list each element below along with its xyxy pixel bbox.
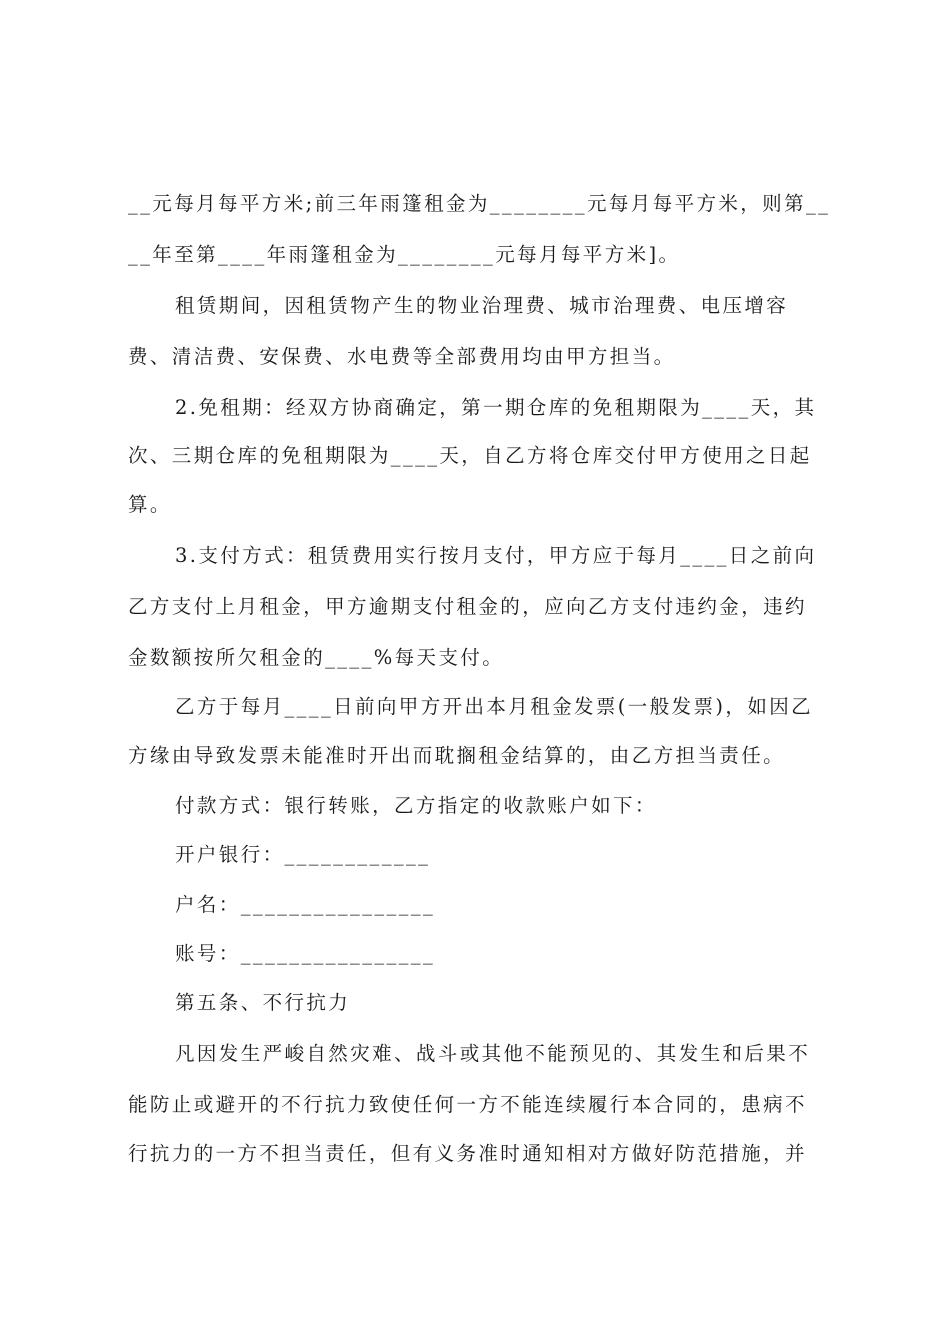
text-line: 次、三期仓库的免租期限为____天，自乙方将仓库交付甲方使用之日起 <box>128 444 812 467</box>
text-line: 开户银行：____________ <box>175 843 431 866</box>
text-line: 户名：________________ <box>175 893 436 916</box>
text-line: 算。 <box>128 493 172 516</box>
text-line: __元每月每平方米;前三年雨篷租金为________元每月每平方米，则第__ <box>128 192 831 215</box>
text-line: 2.免租期：经双方协商确定，第一期仓库的免租期限为____天，其 <box>175 396 817 419</box>
text-line: 金数额按所欠租金的____%每天支付。 <box>128 646 505 669</box>
text-line: 费、清洁费、安保费、水电费等全部费用均由甲方担当。 <box>128 345 676 368</box>
text-line: 乙方支付上月租金，甲方逾期支付租金的，应向乙方支付违约金，违约 <box>128 595 807 618</box>
text-line: 行抗力的一方不担当责任，但有义务准时通知相对方做好防范措施，并 <box>128 1142 807 1165</box>
text-line: 3.支付方式：租赁费用实行按月支付，甲方应于每月____日之前向 <box>175 544 817 567</box>
text-line: __年至第____年雨篷租金为________元每月每平方米]。 <box>128 243 681 266</box>
section-heading: 第五条、不行抗力 <box>175 991 351 1014</box>
text-line: 凡因发生严峻自然灾难、战斗或其他不能预见的、其发生和后果不 <box>175 1042 811 1065</box>
text-line: 账号：________________ <box>175 942 436 965</box>
text-line: 乙方于每月____日前向甲方开出本月租金发票(一般发票)，如因乙 <box>175 695 814 718</box>
text-line: 租赁期间，因租赁物产生的物业治理费、城市治理费、电压增容 <box>175 294 789 317</box>
text-line: 付款方式：银行转账，乙方指定的收款账户如下： <box>175 794 657 817</box>
text-line: 能防止或避开的不行抗力致使任何一方不能连续履行本合同的，患病不 <box>128 1093 807 1116</box>
text-line: 方缘由导致发票未能准时开出而耽搁租金结算的，由乙方担当责任。 <box>128 744 786 767</box>
